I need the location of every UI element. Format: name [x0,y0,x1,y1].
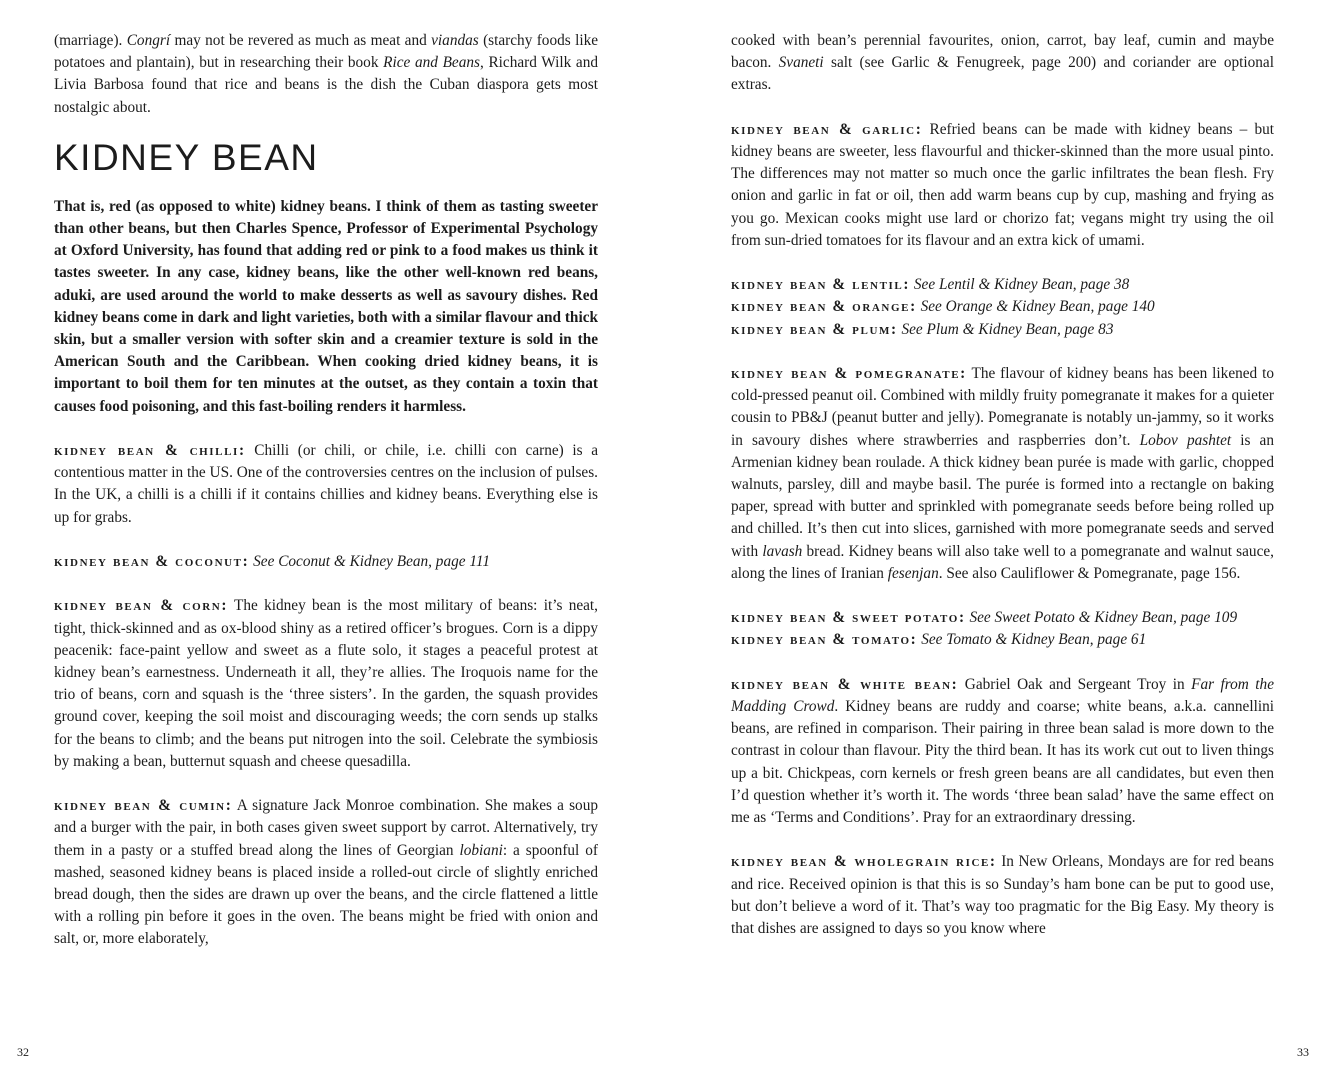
text-run: The flavour of kidney beans has been likened to cold-pressed peanut oil. Combined with mildly fruity pomegranate it makes for a quieter cousin to PB&J (peanut butter and jelly). Pomegranate is notably un-jammy, so it works in savoury dishes where strawberries and raspberries don’t. [731,365,1274,449]
text-run: . Kidney beans are ruddy and coarse; white beans, a.k.a. cannellini beans, are refined in comparison. Their pairing in three bean salad is more down to the contrast in colour than flavour. Pity the third bean. It has its work cut out to liven things up a bit. Chickpeas, corn kernels or fresh green beans are all candidates, but even then I’d question whether it’s worth it. The words ‘three bean salad’ have the same effect on me as ‘Terms and Conditions’. Pray for an extraordinary dressing. [731,698,1274,827]
text-run: bread. Kidney beans will also take well to a pomegranate and walnut sauce, along the lines of Iranian [731,542,1274,582]
pairing-entry [54,595,598,773]
text-run: Chilli (or chili, or chile, i.e. chilli con carne) is a contentious matter in the US. One of the controversies centres on the inclusion of pulses. In the UK, a chilli is a chilli if it contains chillies and kidney beans. Everything else is up for grabs. [54,442,598,526]
italic-text: fesenjan [887,564,939,582]
left-page [54,30,598,951]
entry-list [54,440,598,951]
pairing-entry [731,119,1274,252]
text-run: may not be revered as much as meat and [170,32,432,49]
italic-text: Far from the Madding Crowd [731,675,1274,716]
page-number-left: 32 [17,1045,29,1059]
pairing-entry [54,551,598,573]
entry-heading: kidney bean & chilli: [54,442,246,460]
italic-text: See Tomato & Kidney Bean, page 61 [917,631,1147,649]
italic-text: Rice and Beans [383,54,480,72]
text-run: : a spoonful of mashed, seasoned kidney beans is placed inside a rolled-out circle of slightly enriched bread dough, then the sides are drawn up over the beans, and the circle flattened a little with a rolling pin before it goes in the oven. The beans might be fried with onion and salt, or, more elaborately, [54,841,598,948]
pairing-entry [731,607,1274,629]
text-run: salt (see Garlic & Fenugreek, page 200) and coriander are optional extras. [731,54,1274,94]
italic-text: Lobov pashtet [1139,431,1232,449]
text-run: (marriage). [54,32,127,49]
entry-heading: kidney bean & lentil: [731,276,911,294]
italic-text: lobiani [459,841,503,859]
pairing-entry [731,363,1274,585]
italic-text: See Sweet Potato & Kidney Bean, page 109 [965,609,1238,627]
page-number-right: 33 [1297,1045,1309,1059]
text-run: Gabriel Oak and Sergeant Troy in [958,675,1192,693]
entry-heading: kidney bean & white bean: [731,675,959,693]
text-run: cooked with bean’s perennial favourites, onion, carrot, bay leaf, cumin and maybe bacon. [731,32,1274,72]
entry-heading: kidney bean & cumin: [54,797,233,815]
text-run: The kidney bean is the most military of beans: it’s neat, tight, thick-skinned and as ox-blood shiny as a retired officer’s brogues. Corn is a dippy peacenik: face-paint yellow and sweet as a flute solo, it stages a peaceful protest at kidney bean’s earnestness. Underneath it all, they’re allies. The Iroquois name for the trio of beans, corn and squash is the ‘three sisters’. In the garden, the squash provides ground cover, keeping the soil moist and discouraging weeds; the corn sends up stalks for the beans to climb; and the beans put nitrogen into the soil. Celebrate the symbiosis by making a bean, butternut squash and cheese quesadilla. [54,597,598,770]
entry-heading: kidney bean & garlic: [731,120,923,138]
entry-heading: kidney bean & orange: [731,298,917,316]
italic-text: See Lentil & Kidney Bean, page 38 [910,276,1130,294]
entry-heading: kidney bean & sweet potato: [731,609,966,627]
italic-text: See Coconut & Kidney Bean, page 111 [249,553,491,571]
text-run: A signature Jack Monroe combination. She makes a soup and a burger with the pair, in both cases given sweet support by carrot. Alternatively, try them in a pasty or a stuffed bread along the lines of Georgian [54,797,599,859]
italic-text: Svaneti [778,54,824,72]
entry-list [731,119,1274,940]
intro-paragraph: That is, red (as opposed to white) kidney beans. I think of them as tasting sweeter than other beans, but then Charles Spence, Professor of Experimental Psychology at Oxford University, has found that adding red or pink to a food makes us think it tastes sweeter. In any case, kidney beans, like the other well-known red beans, aduki, are used around the world to make desserts as well as savoury dishes. Red kidney beans come in dark and light varieties, both with a similar flavour and thick skin, but a smaller version with softer skin and a creamier texture is sold in the American South and the Caribbean. When cooking dried kidney beans, it is important to boil them for ten minutes at the outset, as they contain a toxin that causes food poisoning, and this fast-boiling renders it harmless. [54,197,598,415]
entry-heading: kidney bean & wholegrain rice: [731,853,997,871]
text-run: , Richard Wilk and Livia Barbosa found that rice and beans is the dish the Cuban diaspora gets most nostalgic about. [54,54,598,116]
text-run: In New Orleans, Mondays are for red beans and rice. Received opinion is that this is so Sunday’s ham bone can be put to good use, but don’t believe a word of it. That’s way too pragmatic for the Big Easy. My theory is that dishes are assigned to days so you know where [731,853,1274,938]
italic-text: lavash [762,542,803,560]
pairing-entry [731,296,1274,318]
text-run: is an Armenian kidney bean roulade. A thick kidney bean purée is made with garlic, chopped walnuts, parsley, dill and maybe basil. The purée is formed into a rectangle on baking paper, spread with butter and sprinkled with pomegranate seeds before being rolled up and chilled. It’s then cut into slices, garnished with more pomegranate seeds and served with [731,431,1274,560]
carryover-paragraph [731,30,1274,97]
entry-heading: kidney bean & corn: [54,597,229,615]
italic-text: See Orange & Kidney Bean, page 140 [916,298,1155,316]
text-run: . See also Cauliflower & Pomegranate, page 156. [938,564,1241,582]
italic-text: See Plum & Kidney Bean, page 83 [897,320,1114,338]
italic-text: Congrí [126,32,171,49]
entry-heading: kidney bean & pomegranate: [731,365,967,382]
pairing-entry [54,440,598,529]
right-page [731,30,1274,940]
section-heading: KIDNEY BEAN [54,136,319,178]
carryover-paragraph [54,30,598,119]
pairing-entry [731,274,1274,296]
pairing-entry [731,851,1274,940]
pairing-entry [54,795,598,950]
pairing-entry [731,319,1274,341]
entry-heading: kidney bean & plum: [731,320,898,338]
pairing-entry [731,674,1274,829]
pairing-entry [731,629,1274,651]
entry-heading: kidney bean & coconut: [54,553,250,571]
italic-text: viandas [431,32,479,49]
text-run: Refried beans can be made with kidney beans – but kidney beans are sweeter, less flavourful and thicker-skinned than the more usual pinto. The differences may not matter so much once the garlic infiltrates the bean flesh. Fry onion and garlic in fat or oil, then add warm beans cup by cup, mashing and frying as you go. Mexican cooks might use lard or chorizo fat; vegans might try using the oil from sun-dried tomatoes for its flavour and an extra kick of umami. [731,120,1274,249]
text-run: (starchy foods like potatoes and plantain), but in researching their book [54,32,599,72]
entry-heading: kidney bean & tomato: [731,631,918,649]
